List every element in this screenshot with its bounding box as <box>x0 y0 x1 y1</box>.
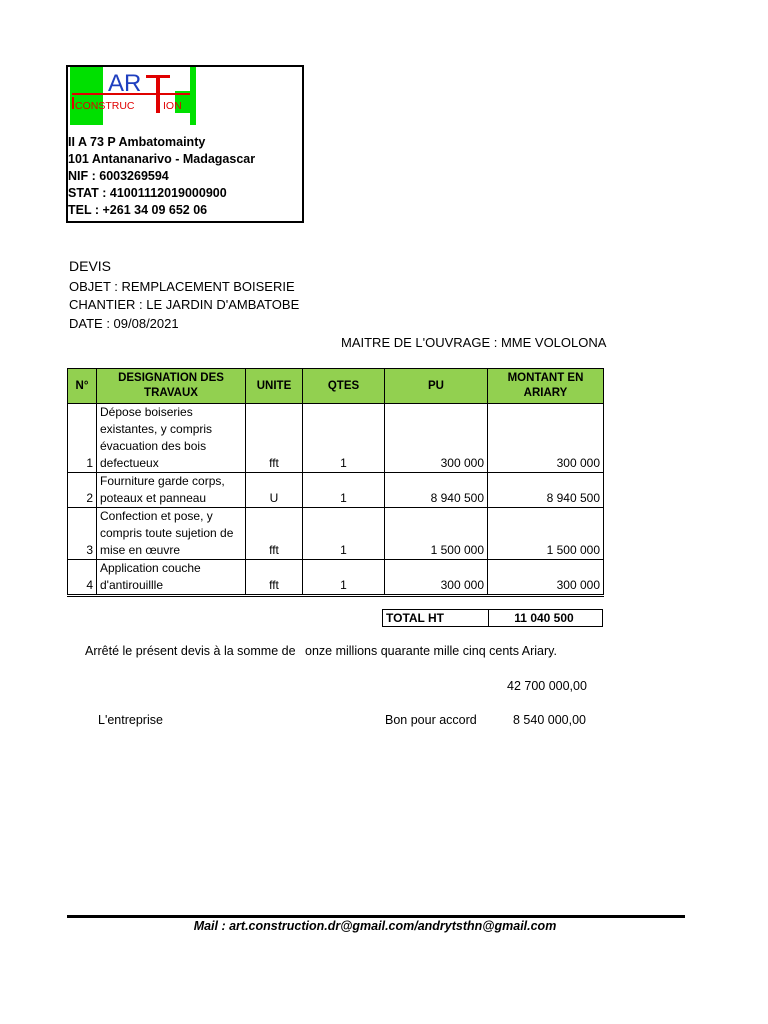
company-stat: STAT : 41001112019000900 <box>68 186 227 200</box>
quote-date: DATE : 09/08/2021 <box>69 316 179 331</box>
quote-title: DEVIS <box>69 258 112 274</box>
row-montant: 1 500 000 <box>488 508 604 560</box>
row-designation: Application couche d'antirouillle <box>97 560 246 596</box>
quote-table <box>67 368 604 597</box>
row-n: 4 <box>68 560 97 596</box>
quote-chantier: CHANTIER : LE JARDIN D'AMBATOBE <box>69 297 300 312</box>
header-designation: DESIGNATION DES TRAVAUX <box>97 369 246 404</box>
address-line2: 101 Antananarivo - Madagascar <box>68 152 256 166</box>
logo-text-ion: ION <box>163 100 182 112</box>
entreprise-label: L'entreprise <box>98 713 163 727</box>
row-montant: 8 940 500 <box>488 473 604 508</box>
header-n: N° <box>68 369 97 404</box>
row-qtes: 1 <box>303 508 385 560</box>
logo-text-construc: CONSTRUC <box>75 100 135 112</box>
total-ht-label: TOTAL HT <box>382 609 489 627</box>
row-qtes: 1 <box>303 404 385 473</box>
table-row <box>68 560 604 596</box>
bon-pour-accord-label: Bon pour accord <box>385 713 477 727</box>
row-designation: Dépose boiseries existantes, y compris évacuation des bois defectueux <box>97 404 246 473</box>
amount-1: 42 700 000,00 <box>507 679 587 693</box>
quote-maitre: MAITRE DE L'OUVRAGE : MME VOLOLONA <box>341 335 607 350</box>
table-header-row <box>68 369 604 404</box>
row-qtes: 1 <box>303 560 385 596</box>
header-pu: PU <box>385 369 488 404</box>
row-unite: fft <box>246 508 303 560</box>
amount-in-words: onze millions quarante mille cinq cents Ariary. <box>305 644 557 658</box>
table-row <box>68 508 604 560</box>
row-n: 2 <box>68 473 97 508</box>
row-unite: U <box>246 473 303 508</box>
row-unite: fft <box>246 560 303 596</box>
address-line1: II A 73 P Ambatomainty <box>68 135 206 149</box>
company-nif: NIF : 6003269594 <box>68 169 169 183</box>
footer-mail: Mail : art.construction.dr@gmail.com/andrytsthn@gmail.com <box>193 919 557 933</box>
arrete-text: Arrêté le présent devis à la somme de <box>85 644 296 658</box>
row-designation: Fourniture garde corps, poteaux et panneau <box>97 473 246 508</box>
total-ht-value: 11 040 500 <box>486 609 603 627</box>
footer-divider <box>67 915 685 918</box>
logo-text-ar: AR <box>108 70 142 97</box>
header-qtes: QTES <box>303 369 385 404</box>
header-montant: MONTANT EN ARIARY <box>488 369 604 404</box>
row-pu: 8 940 500 <box>385 473 488 508</box>
amount-2: 8 540 000,00 <box>513 713 586 727</box>
row-montant: 300 000 <box>488 560 604 596</box>
table-row <box>68 404 604 473</box>
row-montant: 300 000 <box>488 404 604 473</box>
row-pu: 300 000 <box>385 560 488 596</box>
row-unite: fft <box>246 404 303 473</box>
row-qtes: 1 <box>303 473 385 508</box>
row-designation: Confection et pose, y compris toute sujetion de mise en œuvre <box>97 508 246 560</box>
company-logo <box>70 67 196 125</box>
header-unite: UNITE <box>246 369 303 404</box>
quote-objet: OBJET : REMPLACEMENT BOISERIE <box>69 279 295 294</box>
row-pu: 1 500 000 <box>385 508 488 560</box>
table-row <box>68 473 604 508</box>
company-tel: TEL : +261 34 09 652 06 <box>68 203 208 217</box>
row-pu: 300 000 <box>385 404 488 473</box>
row-n: 3 <box>68 508 97 560</box>
row-n: 1 <box>68 404 97 473</box>
